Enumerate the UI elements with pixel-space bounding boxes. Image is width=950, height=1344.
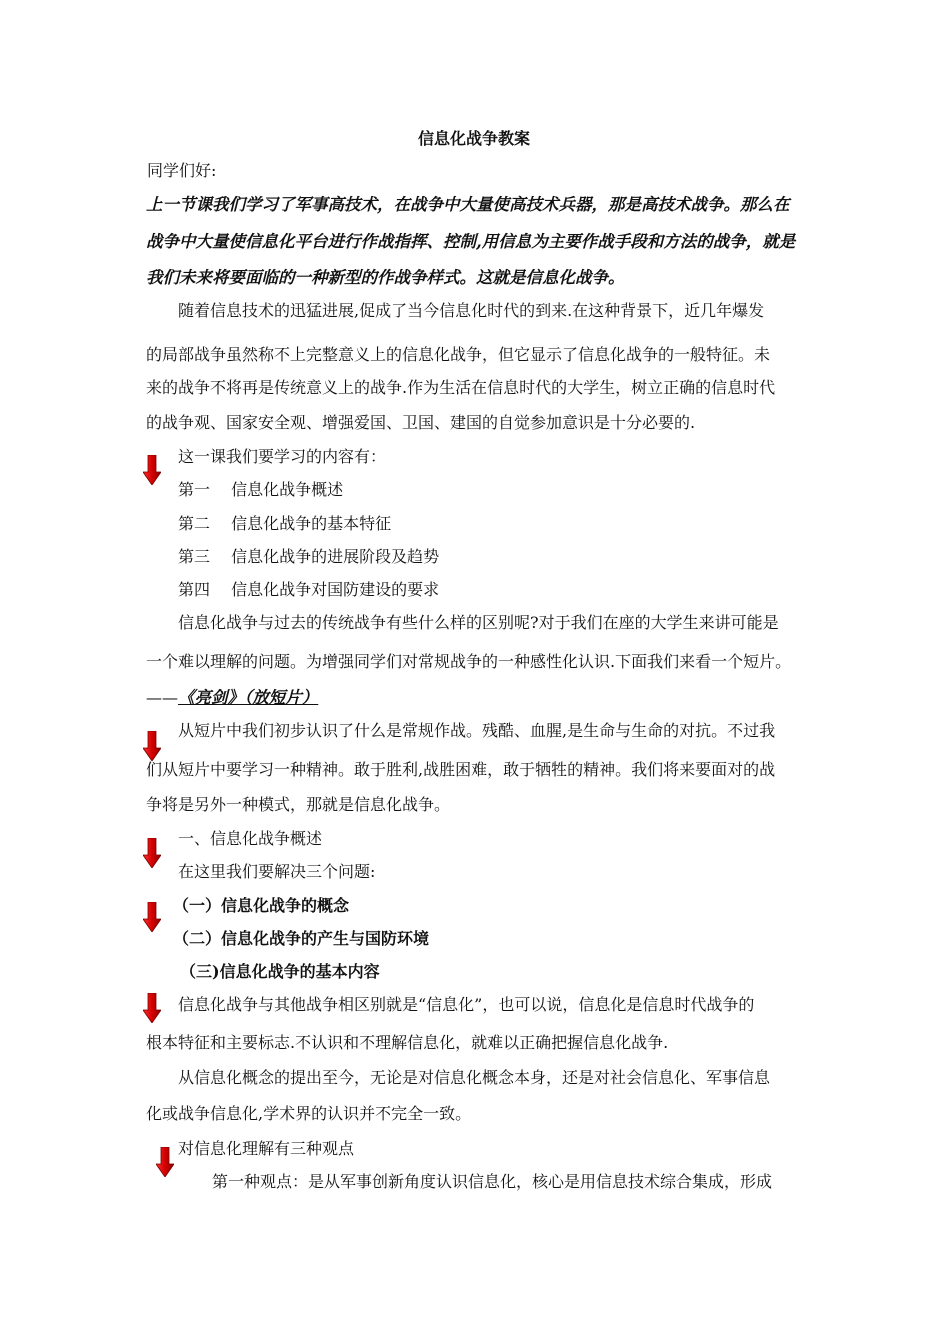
film-line — [146, 688, 318, 708]
film-dash: —— — [146, 688, 178, 707]
contents-item-3: 第三 信息化战争的进展阶段及趋势 — [178, 547, 440, 566]
section1-intro: 在这里我们要解决三个问题: — [178, 862, 376, 881]
contents-item-4: 第四 信息化战争对国防建设的要求 — [178, 580, 440, 599]
para4-line-2: 根本特征和主要标志.不认识和不理解信息化，就难以正确把握信息化战争. — [146, 1033, 669, 1052]
red-down-arrow-icon — [143, 455, 161, 485]
para3-line-2: 们从短片中要学习一种精神。敢于胜利,战胜困难，敢于牺牲的精神。我们将来要面对的战 — [146, 760, 776, 779]
para1-line-1: 随着信息技术的迅猛进展,促成了当今信息化时代的到来.在这种背景下，近几年爆发 — [178, 301, 765, 320]
para5-line-1: 从信息化概念的提出至今，无论是对信息化概念本身，还是对社会信息化、军事信息 — [178, 1068, 771, 1087]
para2-line-1: 信息化战争与过去的传统战争有些什么样的区别呢?对于我们在座的大学生来讲可能是 — [178, 613, 779, 632]
para4-line-1: 信息化战争与其他战争相区别就是“信息化”，也可以说，信息化是信息时代战争的 — [178, 995, 755, 1014]
red-down-arrow-icon — [156, 1147, 174, 1177]
intro-line-3: 我们未来将要面临的一种新型的作战争样式。这就是信息化战争。 — [146, 268, 625, 287]
red-down-arrow-icon — [143, 838, 161, 868]
greeting: 同学们好: — [147, 161, 217, 180]
film-label: 《亮剑》（放短片） — [178, 688, 319, 707]
para3-line-3: 争将是另外一种模式，那就是信息化战争。 — [146, 795, 451, 814]
view-1: 第一种观点：是从军事创新角度认识信息化，核心是用信息技术综合集成，形成 — [212, 1172, 773, 1191]
views-intro: 对信息化理解有三种观点 — [178, 1139, 355, 1158]
question-3: （三)信息化战争的基本内容 — [180, 962, 380, 981]
contents-item-2: 第二 信息化战争的基本特征 — [178, 514, 392, 533]
para1-line-3: 来的战争不将再是传统意义上的战争.作为生活在信息时代的大学生，树立正确的信息时代 — [146, 378, 776, 397]
para3-line-1: 从短片中我们初步认识了什么是常规作战。残酷、血腥,是生命与生命的对抗。不过我 — [178, 721, 776, 740]
contents-intro: 这一课我们要学习的内容有： — [178, 447, 387, 466]
para5-line-2: 化或战争信息化,学术界的认识并不完全一致。 — [146, 1104, 472, 1123]
para1-line-4: 的战争观、国家安全观、增强爱国、卫国、建国的自觉参加意识是十分必要的. — [146, 413, 696, 432]
document-title: 信息化战争教案 — [418, 129, 531, 148]
intro-line-2: 战争中大量使信息化平台进行作战指挥、控制,用信息为主要作战手段和方法的战争，就是 — [146, 232, 796, 251]
para2-line-2: 一个难以理解的问题。为增强同学们对常规战争的一种感性化认识.下面我们来看一个短片。 — [146, 652, 792, 671]
red-down-arrow-icon — [143, 731, 161, 761]
red-down-arrow-icon — [143, 902, 161, 932]
question-2: （二）信息化战争的产生与国防环境 — [173, 929, 430, 948]
red-down-arrow-icon — [143, 993, 161, 1023]
para1-line-2: 的局部战争虽然称不上完整意义上的信息化战争，但它显示了信息化战争的一般特征。未 — [146, 345, 771, 364]
intro-line-1: 上一节课我们学习了军事高技术，在战争中大量使高技术兵器，那是高技术战争。那么在 — [146, 195, 790, 214]
contents-item-1: 第一 信息化战争概述 — [178, 480, 344, 499]
section1-heading: 一、信息化战争概述 — [178, 829, 323, 848]
question-1: （一）信息化战争的概念 — [173, 896, 350, 915]
